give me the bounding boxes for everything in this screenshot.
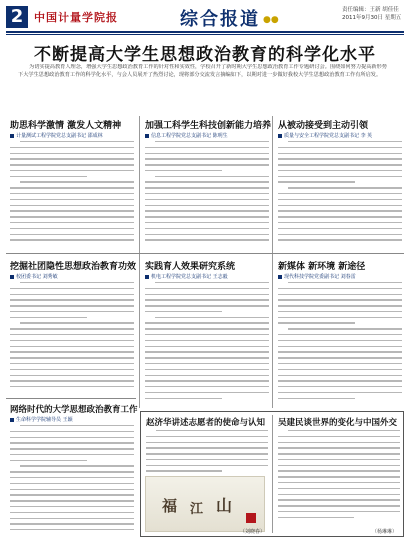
article-title-5[interactable]: 实践育人效果研究系统	[145, 262, 236, 272]
bullet-icon	[145, 275, 149, 279]
row-divider	[6, 253, 404, 254]
article-byline-5	[145, 273, 228, 280]
masthead-rule-thin	[6, 34, 404, 35]
calligraphy-photo	[145, 476, 265, 532]
article-byline-7	[10, 416, 73, 423]
article-title-1[interactable]: 助思科学激情 激发人文精神	[10, 121, 122, 131]
article-byline-4	[10, 273, 58, 280]
brush-stroke-icon: 山	[216, 496, 233, 515]
article-body-4	[10, 282, 134, 394]
byline-text: 生命科学学院辅导员 王颖	[16, 417, 73, 423]
article-byline-3	[278, 132, 372, 139]
byline-text: 校团委书记 刘秀敏	[16, 274, 58, 280]
signature-right: （杨琳琳）	[372, 529, 398, 535]
article-body-5	[145, 282, 269, 404]
section-title-text: 综合报道	[180, 9, 260, 30]
byline-text: 计量测试工程学院党总支副书记 邵成林	[16, 133, 103, 139]
newspaper-name: 中国计量学院报	[34, 11, 118, 24]
section-title	[180, 5, 279, 31]
byline-text: 信息工程学院党总支副书记 陈明生	[151, 133, 228, 139]
brush-stroke-icon: 江	[190, 502, 204, 517]
bullet-icon	[145, 134, 149, 138]
article-byline-1	[10, 132, 103, 139]
brush-stroke-icon: 福	[162, 497, 178, 515]
lecture-title-left[interactable]: 赵济华讲述志愿者的使命与认知	[146, 418, 266, 428]
masthead-rule	[6, 31, 404, 33]
page-number: 2	[6, 6, 28, 28]
article-title-3[interactable]: 从被动接受到主动引领	[278, 121, 369, 131]
lecture-body-left	[146, 430, 268, 474]
bullet-icon	[278, 275, 282, 279]
signature-left: （刘晓春）	[240, 529, 266, 535]
section-dots-icon: ●●	[263, 15, 279, 25]
article-body-7	[10, 425, 134, 537]
date-line: 2011年9月30日 星期五	[342, 15, 402, 21]
lecture-body-right	[278, 430, 400, 526]
box-divider	[272, 415, 273, 533]
column-divider	[272, 116, 273, 408]
article-byline-2	[145, 132, 228, 139]
article-title-6[interactable]: 新媒体 新环境 新途径	[278, 262, 366, 272]
bullet-icon	[278, 134, 282, 138]
lead-paragraph: 为切实提高教育人理念，增强大学生思想政治教育工作的针对性和实效性，学校召开了新时期大学生思想政治教育工作专题研讨会。围绕如何努力提高新形势下大学生思想政治教育工作的科学化水平，与会人员展开了热烈讨论，现将部分交流发言摘编如下，以期对进一步做好我校大学生思想政治教育工作有所启发。	[18, 64, 387, 78]
article-body-6	[278, 282, 402, 404]
article-title-2[interactable]: 加强工科学生科技创新能力培养	[145, 121, 272, 131]
article-title-7[interactable]: 网络时代的大学思想政治教育工作	[10, 405, 138, 415]
bullet-icon	[10, 275, 14, 279]
page-headline: 不断提高大学生思想政治教育的科学化水平	[34, 45, 376, 65]
spacer	[268, 478, 270, 528]
lecture-title-right[interactable]: 吴建民谈世界的变化与中国外交	[278, 418, 398, 428]
editor-line: 责任编辑：王新 胡佳佳	[342, 7, 399, 13]
column-divider	[139, 116, 140, 408]
bullet-icon	[10, 134, 14, 138]
article-body-3	[278, 141, 402, 248]
byline-text: 现代科技学院党委副书记 刘春雷	[284, 274, 356, 280]
article-body-2	[145, 141, 269, 248]
bullet-icon	[10, 418, 14, 422]
byline-text: 质量与安全工程学院党总支副书记 李 英	[284, 133, 373, 139]
row-divider	[6, 398, 136, 399]
article-title-4[interactable]: 挖掘社团隐性思想政治教育功效	[10, 262, 137, 272]
byline-text: 机电工程学院党总支副书记 王志毅	[151, 274, 228, 280]
seal-stamp-icon	[246, 513, 256, 523]
issue-meta	[342, 6, 404, 22]
article-byline-6	[278, 273, 356, 280]
article-body-1	[10, 141, 134, 248]
masthead	[0, 0, 410, 34]
